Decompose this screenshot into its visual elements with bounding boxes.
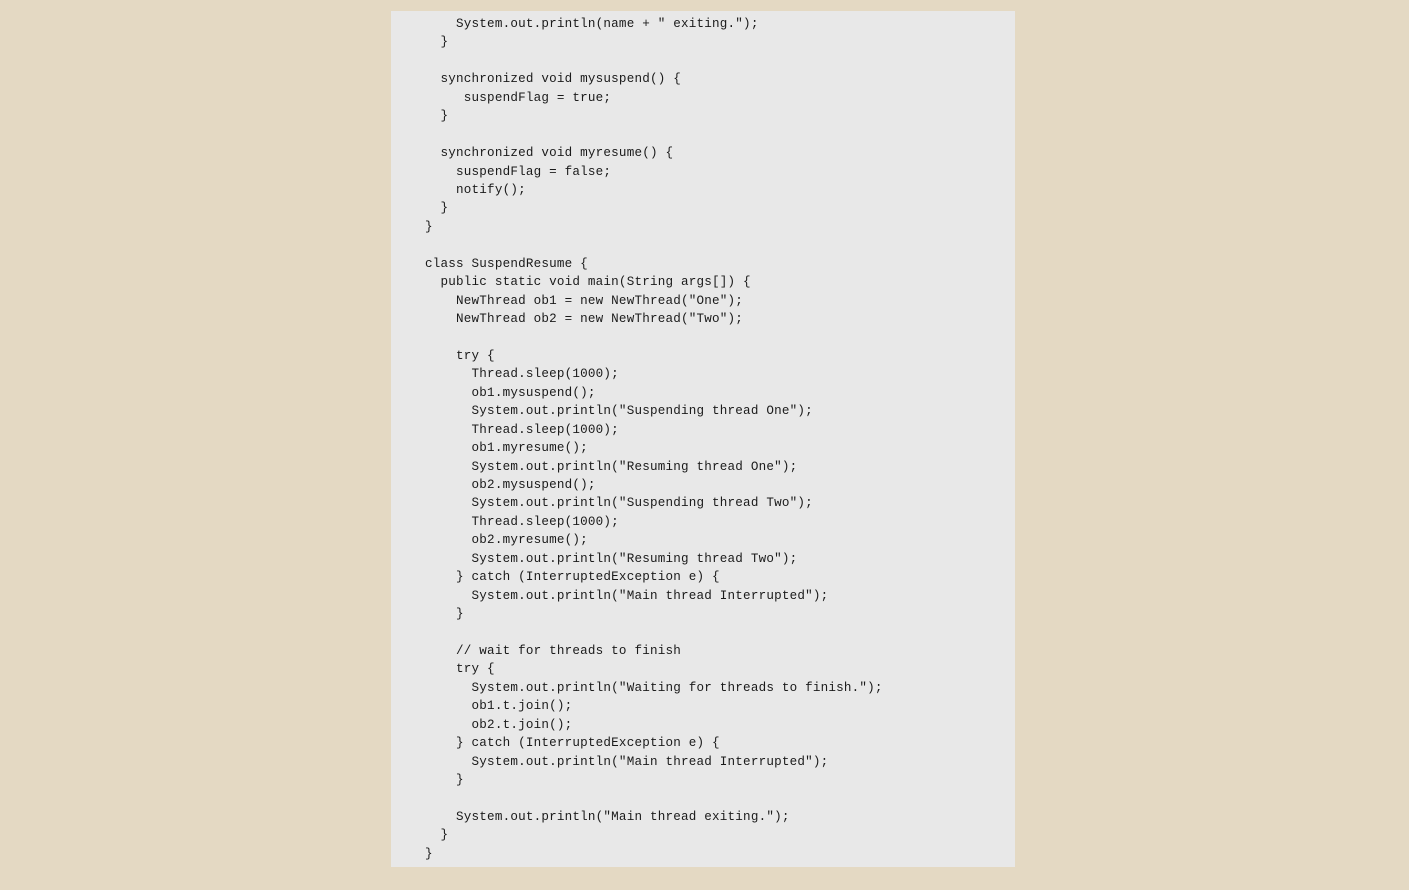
code-line: } bbox=[425, 772, 464, 787]
code-line: NewThread ob2 = new NewThread("Two"); bbox=[425, 312, 744, 326]
code-line: } bbox=[425, 607, 464, 621]
code-line: ob1.mysuspend(); bbox=[425, 385, 596, 400]
code-listing bbox=[391, 11, 1015, 867]
code-line: Thread.sleep(1000); bbox=[425, 422, 619, 437]
code-line bbox=[425, 789, 1015, 807]
code-line bbox=[425, 52, 1015, 70]
code-line: synchronized void mysuspend() { bbox=[425, 72, 681, 87]
code-line: ob1.myresume(); bbox=[425, 441, 588, 456]
code-line: System.out.println("Resuming thread Two"); bbox=[425, 551, 798, 566]
code-line: try { bbox=[425, 662, 495, 677]
code-line: public static void main(String args[]) { bbox=[425, 275, 751, 290]
code-line: System.out.println("Suspending thread Two"); bbox=[425, 496, 813, 511]
code-line: System.out.println(name + " exiting."); bbox=[425, 17, 759, 31]
code-line: System.out.println("Main thread Interrupted"); bbox=[425, 588, 829, 603]
code-line: ob2.t.join(); bbox=[425, 717, 573, 732]
code-line: ob1.t.join(); bbox=[425, 699, 573, 714]
code-line: Thread.sleep(1000); bbox=[425, 367, 619, 382]
code-line: } catch (InterruptedException e) { bbox=[425, 570, 720, 585]
code-line: suspendFlag = true; bbox=[425, 90, 612, 105]
code-line: } bbox=[425, 219, 433, 234]
code-line: notify(); bbox=[425, 182, 526, 197]
code-line: Thread.sleep(1000); bbox=[425, 514, 619, 529]
code-line bbox=[425, 126, 1015, 144]
code-line: try { bbox=[425, 348, 495, 363]
code-line: synchronized void myresume() { bbox=[425, 146, 674, 161]
code-line: } bbox=[425, 201, 449, 216]
code-line: } bbox=[425, 828, 449, 843]
code-line: System.out.println("Resuming thread One"); bbox=[425, 459, 798, 474]
code-line: System.out.println("Suspending thread One"); bbox=[425, 404, 813, 419]
code-line: System.out.println("Waiting for threads to finish."); bbox=[425, 680, 883, 695]
code-line bbox=[425, 623, 1015, 641]
code-line: } bbox=[425, 109, 449, 124]
code-line bbox=[425, 236, 1015, 254]
code-line: ob2.myresume(); bbox=[425, 533, 588, 548]
code-line: // wait for threads to finish bbox=[425, 643, 681, 658]
code-line: } catch (InterruptedException e) { bbox=[425, 736, 720, 751]
code-line: System.out.println("Main thread exiting."); bbox=[425, 809, 790, 824]
code-line: ob2.mysuspend(); bbox=[425, 477, 596, 492]
code-line: NewThread ob1 = new NewThread("One"); bbox=[425, 293, 744, 308]
code-line bbox=[425, 328, 1015, 346]
code-line: class SuspendResume { bbox=[425, 256, 588, 271]
code-line: System.out.println("Main thread Interrupted"); bbox=[425, 754, 829, 769]
code-line: suspendFlag = false; bbox=[425, 164, 612, 179]
code-line: } bbox=[425, 35, 449, 50]
code-line: } bbox=[425, 846, 433, 861]
